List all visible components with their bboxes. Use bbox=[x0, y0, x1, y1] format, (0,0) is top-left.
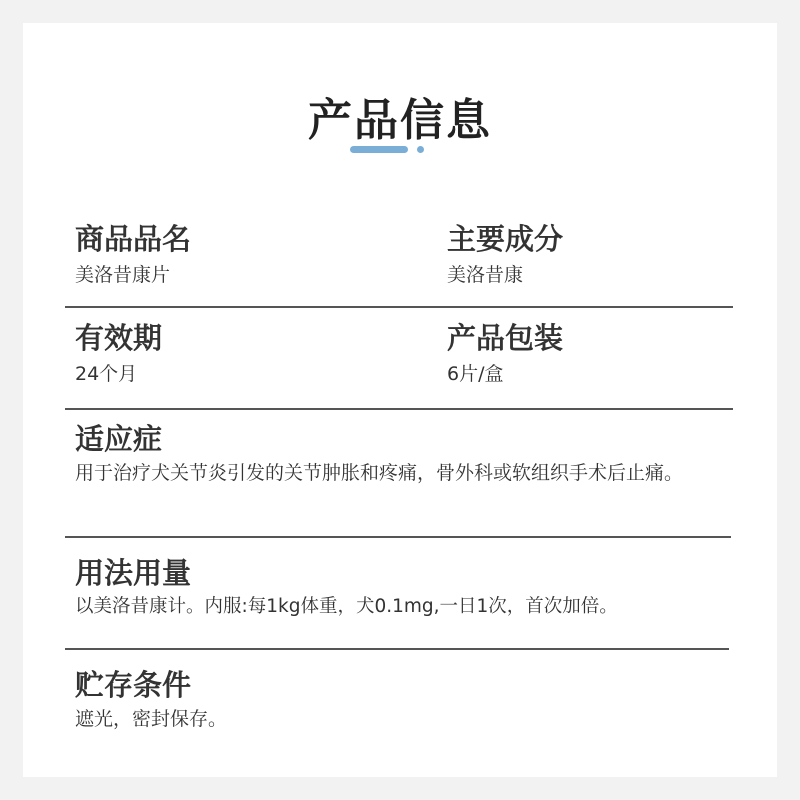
packaging-label: 产品包装 bbox=[447, 321, 564, 355]
title-underline-dot bbox=[417, 146, 424, 153]
dosage-label: 用法用量 bbox=[75, 556, 192, 590]
field-main-ingredient bbox=[447, 222, 747, 288]
title-underline-bar bbox=[350, 146, 408, 153]
storage-label: 贮存条件 bbox=[75, 668, 192, 702]
product-info-card bbox=[23, 23, 777, 777]
field-validity bbox=[75, 321, 415, 387]
field-storage bbox=[75, 668, 675, 732]
indications-label: 适应症 bbox=[75, 422, 163, 456]
packaging-value: 6片/盒 bbox=[447, 363, 504, 385]
divider bbox=[65, 408, 733, 410]
main-ingredient-label: 主要成分 bbox=[447, 222, 564, 256]
indications-value: 用于治疗犬关节炎引发的关节肿胀和疼痛，骨外科或软组织手术后止痛。 bbox=[75, 462, 684, 484]
product-name-value: 美洛昔康片 bbox=[75, 264, 171, 286]
storage-value: 遮光，密封保存。 bbox=[75, 708, 228, 730]
divider bbox=[65, 536, 731, 538]
page-title: 产品信息 bbox=[308, 95, 492, 146]
field-indications bbox=[75, 422, 725, 486]
dosage-value: 以美洛昔康计。内服:每1kg体重，犬0.1mg,一日1次，首次加倍。 bbox=[75, 596, 618, 617]
validity-label: 有效期 bbox=[75, 321, 163, 355]
main-ingredient-value: 美洛昔康 bbox=[447, 264, 524, 286]
validity-value: 24个月 bbox=[75, 363, 138, 385]
divider bbox=[65, 648, 729, 650]
product-name-label: 商品品名 bbox=[75, 222, 192, 256]
field-dosage bbox=[75, 556, 755, 620]
field-packaging bbox=[447, 321, 747, 387]
divider bbox=[65, 306, 733, 308]
field-product-name bbox=[75, 222, 415, 288]
